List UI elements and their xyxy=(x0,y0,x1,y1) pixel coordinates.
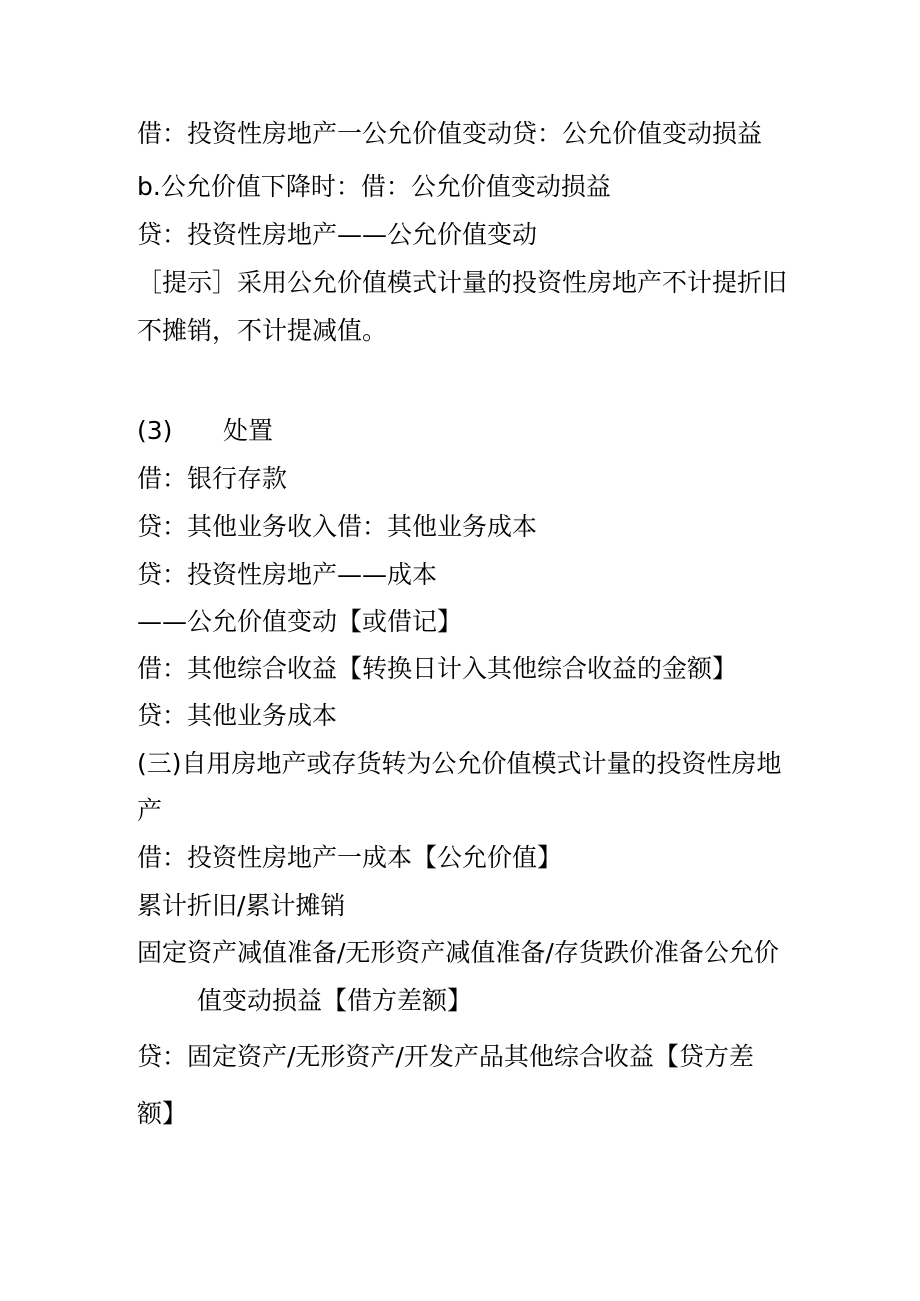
text-line: 贷：其他业务成本 xyxy=(137,701,338,730)
text-line: 累计折旧/累计摊销 xyxy=(137,891,346,920)
text-line: b.公允价值下降时：借：公允价值变动损益 xyxy=(137,172,611,201)
text-line: 不摊销，不计提减值。 xyxy=(137,316,388,345)
text-line: 贷：固定资产/无形资产/开发产品其他综合收益【贷方差 xyxy=(137,1042,754,1071)
text-line: 借：其他综合收益【转换日计入其他综合收益的金额】 xyxy=(137,654,738,683)
text-line: 借：投资性房地产一公允价值变动贷：公允价值变动损益 xyxy=(137,119,763,148)
text-line: 借：投资性房地产一成本【公允价值】 xyxy=(137,843,563,872)
text-line: 贷：投资性房地产——公允价值变动 xyxy=(137,220,538,249)
text-line: 贷：投资性房地产——成本 xyxy=(137,560,438,589)
text-line: (三)自用房地产或存货转为公允价值模式计量的投资性房地 xyxy=(137,749,782,778)
text-line: 产 xyxy=(137,796,163,825)
section-title: 处置 xyxy=(223,416,274,445)
section-number: (3) xyxy=(137,416,173,445)
text-line: ［提示］采用公允价值模式计量的投资性房地产不计提折旧 xyxy=(137,268,788,297)
text-line: 值变动损益【借方差额】 xyxy=(197,986,473,1015)
section-heading xyxy=(137,414,273,448)
text-line: 额】 xyxy=(137,1099,188,1128)
text-line: 固定资产减值准备/无形资产减值准备/存货跌价准备公允价 xyxy=(137,938,779,967)
text-line: 借：银行存款 xyxy=(137,464,288,493)
text-line: ——公允价值变动【或借记】 xyxy=(137,607,463,636)
text-line: 贷：其他业务收入借：其他业务成本 xyxy=(137,512,538,541)
